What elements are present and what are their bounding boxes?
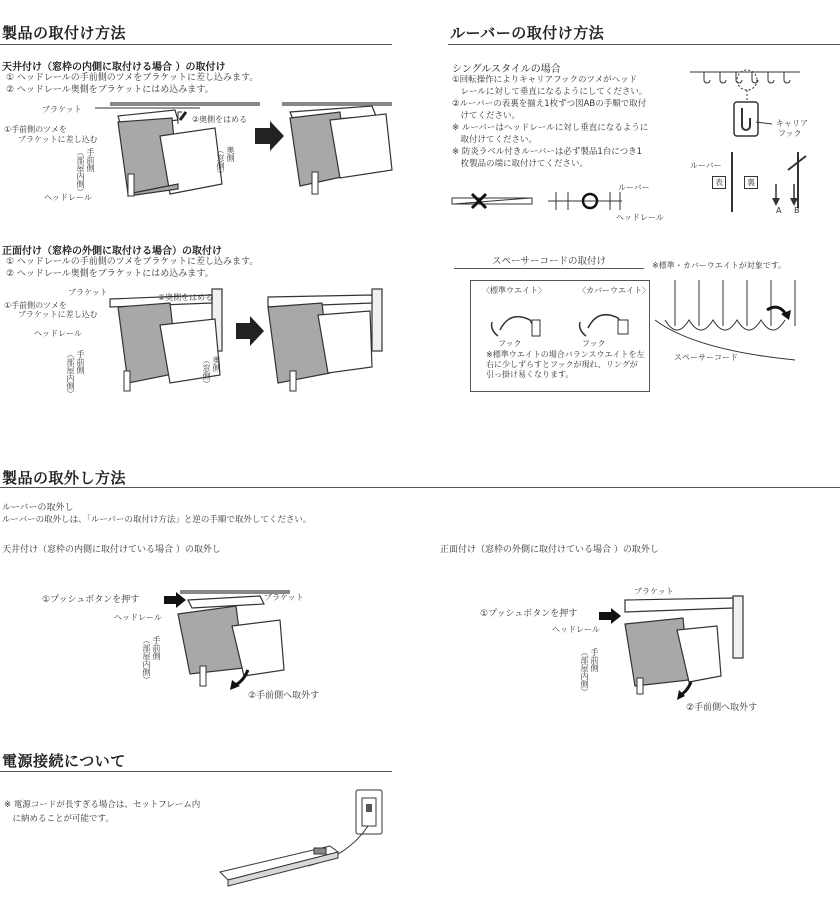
power-title: 電源接続について [2, 752, 126, 770]
spacer-note: ※標準・カバーウエイトが対象です。 [652, 261, 787, 270]
power-line-1: ※ 電源コードが長すぎる場合は、セットフレーム内 [4, 800, 201, 810]
removal-louver-text: ルーバーの取外しは、「ルーバーの取付け方法」と逆の手順で取外してください。 [2, 515, 312, 525]
f-bracket-label: ブラケット [634, 587, 674, 596]
louver-line-1: ①回転操作によりキャリアフックのツメがヘッド [452, 75, 638, 85]
power-line-2: に納めることが可能です。 [4, 814, 114, 824]
front-headrail-label: ヘッドレール [34, 329, 82, 338]
c-remove-label: ②手前側へ取外す [248, 691, 320, 701]
ceiling-back-label: 奥側 [226, 146, 235, 162]
louver-line-8: 枚製品の端に取付けてください。 [452, 159, 589, 169]
c-room-label: （部屋内側） [142, 636, 151, 684]
f-headrail-label: ヘッドレール [552, 625, 600, 634]
louver-title-rule [448, 44, 840, 45]
headrail-label-2: ヘッドレール [616, 213, 664, 222]
c-front-label: 手前側 [152, 636, 161, 660]
ceiling-bracket-label: ブラケット [42, 105, 82, 114]
f-room-label: （部屋内側） [580, 648, 589, 696]
c-push-label: ①プッシュボタンを押す [42, 595, 140, 605]
louver-line-2: レールに対して垂直になるようにしてください。 [452, 87, 648, 97]
ceiling-window-label: （窓側） [216, 146, 225, 178]
front-back-label: 奥側 [212, 356, 221, 372]
louver-instructions [452, 74, 648, 170]
ceiling-install-step-2: ② ヘッドレール奥側をブラケットにはめ込みます。 [6, 85, 214, 95]
spacer-note-text [486, 350, 644, 380]
c-bracket-label: ブラケット [264, 593, 304, 602]
front-window-label: （窓側） [202, 356, 211, 388]
f-front-label: 手前側 [590, 648, 599, 672]
power-outlet-diagram [210, 786, 390, 896]
f-remove-label: ②手前側へ取外す [686, 703, 758, 713]
ceiling-install-steps [6, 72, 258, 96]
ceiling-headrail-label: ヘッドレール [44, 193, 92, 202]
spacer-title-box [454, 256, 644, 269]
spacer-note-line-1: ※標準ウエイトの場合バランスウエイトを左 [486, 350, 645, 359]
louver-label: ルーバー [690, 161, 722, 170]
carrier-hook-diagram [690, 60, 820, 220]
louver-title: ルーバーの取付け方法 [450, 24, 605, 42]
spacer-note-line-3: 引っ掛け易くなります。 [486, 370, 574, 379]
carrier-hook-label-1: キャリア [776, 119, 808, 128]
power-text [4, 798, 200, 826]
louver-line-3: ②ルーバーの表裏を揃え1枚ずつ図ABの手順で取付 [452, 99, 647, 109]
hook-label-2: フック [582, 339, 606, 348]
front-room-label: （部屋内側） [66, 350, 75, 398]
ceiling-step2-label: ②奥側をはめる [192, 115, 248, 124]
front-install-step-2: ② ヘッドレール奥側をブラケットにはめ込みます。 [6, 269, 214, 279]
louver-line-7: ※ 防炎ラベル付きルーバーは必ず製品1台につき1 [452, 147, 643, 157]
louver-label-2: ルーバー [618, 183, 650, 192]
cover-weight-label: 〈カバーウエイト〉 [578, 286, 650, 295]
louver-line-5: ※ ルーバーはヘッドレールに対し垂直になるように [452, 123, 649, 133]
f-push-label: ①プッシュボタンを押す [480, 609, 578, 619]
c-headrail-label: ヘッドレール [114, 613, 162, 622]
front-install-heading: 正面付け（窓枠の外側に取付ける場合）の取付け [2, 246, 222, 257]
spacer-note-line-2: 右に少しずらすとフックが現れ、リングが [486, 360, 638, 369]
ceiling-install-step-1: ① ヘッドレールの手前側のツメをブラケットに差し込みます。 [6, 73, 259, 83]
ceiling-step1-label-a: ①手前側のツメを [4, 125, 67, 134]
a-label: A [776, 206, 782, 215]
std-weight-label: 〈標準ウエイト〉 [482, 286, 546, 295]
removal-front-heading: 正面付け（窓枠の外側に取付けている場合 ）の取外し [440, 545, 659, 555]
ceiling-removal-diagram [160, 590, 340, 700]
front-install-steps [6, 256, 258, 280]
power-title-rule [0, 771, 392, 772]
removal-ceiling-heading: 天井付け（窓枠の内側に取付けている場合 ）の取外し [2, 545, 221, 555]
ceiling-front-label: 手前側 [86, 148, 95, 172]
carrier-hook-label-2: フック [778, 129, 802, 138]
louver-single-heading: シングルスタイルの場合 [452, 64, 561, 75]
spacer-title: スペーサーコードの取付け [491, 256, 606, 267]
removal-title-rule [0, 487, 840, 488]
front-step1-label-b: ブラケットに差し込む [18, 310, 98, 319]
hook-label-1: フック [498, 339, 522, 348]
ceiling-room-label: （部屋内側） [76, 148, 85, 196]
omote-label: 表 [712, 176, 726, 189]
louver-line-4: けてください。 [452, 111, 521, 121]
install-title: 製品の取付け方法 [2, 24, 127, 42]
front-step2-label: ②奥側をはめる [158, 293, 214, 302]
spacer-cord-diagram [655, 280, 805, 380]
removal-louver-heading: ルーバーの取外し [2, 503, 74, 513]
louver-line-6: 取付けてください。 [452, 135, 538, 145]
front-removal-diagram [605, 596, 745, 706]
removal-title: 製品の取外し方法 [2, 469, 127, 487]
front-step1-label-a: ①手前側のツメを [4, 301, 67, 310]
front-bracket-label: ブラケット [68, 288, 108, 297]
ura-label: 裏 [744, 176, 758, 189]
ceiling-install-heading: 天井付け（窓枠の内側に取付ける場合 ）の取付け [2, 62, 226, 73]
ceiling-step1-label-b: ブラケットに差し込む [18, 135, 98, 144]
spacer-cord-label: スペーサーコード [674, 353, 738, 362]
front-install-step-1: ① ヘッドレールの手前側のツメをブラケットに差し込みます。 [6, 257, 259, 267]
install-title-rule [0, 44, 392, 45]
b-label: B [794, 206, 800, 215]
front-front-label: 手前側 [76, 350, 85, 374]
